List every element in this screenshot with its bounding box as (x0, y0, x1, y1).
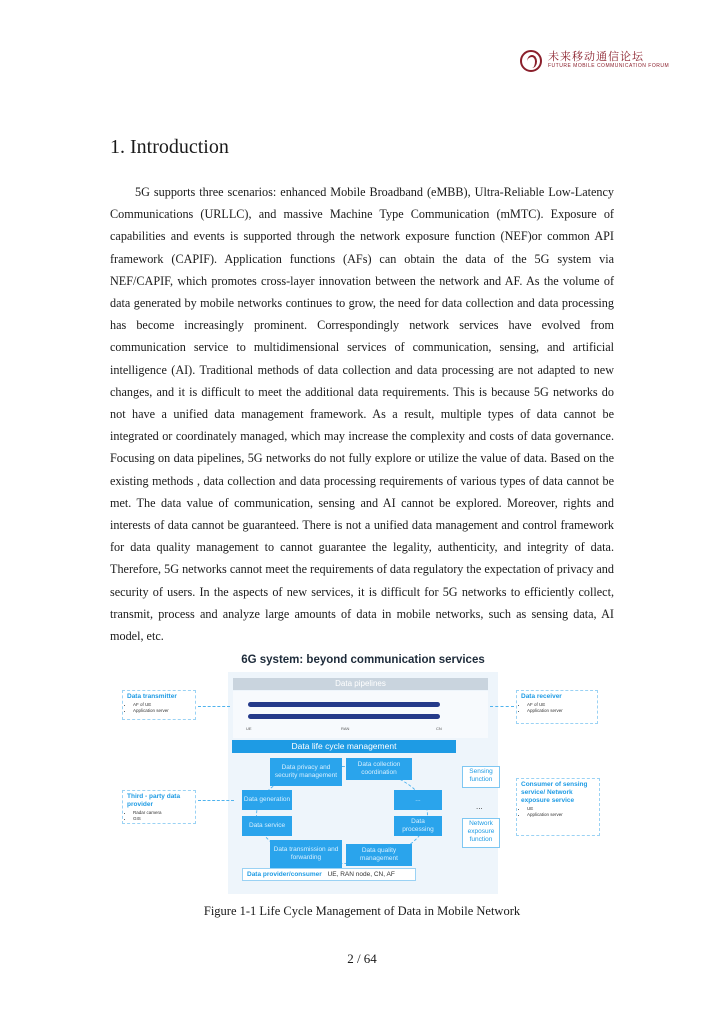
logo-chinese-name: 未来移动通信论坛 (548, 50, 644, 63)
pipeline-tick-ue: UE (246, 726, 252, 731)
consumer-title: Consumer of sensing service/ Network exposure service (521, 781, 588, 804)
network-exposure-function-label: Network exposure function (462, 818, 500, 848)
arrow-connector (490, 706, 514, 707)
forum-logo-mark-icon (520, 50, 542, 72)
box-data-transmission: Data transmission and forwarding (270, 840, 342, 868)
box-placeholder: ... (394, 790, 442, 810)
box-data-collection: Data collection coordination (346, 758, 412, 780)
list-item: • Radar camera (133, 810, 191, 816)
ellipsis-text: ... (476, 802, 483, 811)
logo-english-name: FUTURE MOBILE COMMUNICATION FORUM (548, 63, 670, 69)
pipeline-tick-cn: CN (436, 726, 442, 731)
list-item: • AF of UE (133, 702, 191, 708)
arrow-connector (198, 800, 234, 801)
lifecycle-figure (118, 654, 606, 894)
consumer-box (516, 778, 600, 836)
data-transmitter-title: Data transmitter (127, 693, 177, 700)
forum-logo (520, 48, 670, 76)
page-number: 2 / 64 (347, 951, 377, 966)
box-data-service: Data service (242, 816, 292, 836)
provider-value: UE, RAN node, CN, AF (327, 871, 395, 878)
data-receiver-title: Data receiver (521, 693, 562, 700)
list-item: • GIS (133, 816, 191, 822)
list-item: • Application server (133, 708, 191, 714)
figure-caption: Figure 1-1 Life Cycle Management of Data in Mobile Network (203, 904, 521, 918)
pipeline-bar (248, 702, 440, 707)
list-item: • UE (527, 806, 595, 812)
lifecycle-header: Data life cycle management (232, 740, 456, 753)
third-party-provider-title: Third - party data provider (127, 793, 181, 808)
box-data-generation: Data generation (242, 790, 292, 810)
third-party-provider-box (122, 790, 196, 824)
pipeline-bar (248, 714, 440, 719)
data-transmitter-box (122, 690, 196, 720)
section-heading: 1. Introduction (110, 136, 229, 158)
box-data-processing: Data processing (394, 816, 442, 836)
sensing-function-label: Sensing function (462, 766, 500, 788)
provider-consumer-bar (242, 868, 416, 881)
arrow-connector (198, 706, 230, 707)
box-data-quality: Data quality management (346, 844, 412, 866)
pipelines-header: Data pipelines (233, 678, 488, 690)
list-item: • Application server (527, 812, 595, 818)
pipeline-tick-ran: RAN (341, 726, 350, 731)
intro-paragraph: 5G supports three scenarios: enhanced Mobile Broadband (eMBB), Ultra-Reliable Low-Latency Communications (URLLC), and massive Machine Type Communication (mMTC). Exposure of capabilities and events is supported through the network exposure function (NEF)or common API framework (CAPIF). Application functions (AFs) can obtain the data of the 5G system via NEF/CAPIF, which promotes cross-layer innovation between the network and AF. As the volume of data generated by mobile networks continues to grow, the need for data collection and data processing has become increasingly prominent. Correspondingly network services have evolved from communication service to multidimensional services of communication, sensing, and artificial intelligence (AI). Traditional methods of data collection and data processing are not adapted to new changes, and it is difficult to meet the additional data requirements. This is because 5G networks do not have a unified data management framework. As a result, multiple types of data cannot be integrated or coordinately managed, which may increase the complexity and costs of data governance. Focusing on data pipelines, 5G networks do not fully explore or utilize the value of data. Based on the existing methods , data collection and data processing requirements of various types of data cannot be met. The data value of communication, sensing and AI cannot be explored. Moreover, rights and interests of data cannot be guaranteed. There is not a unified data management and control framework for data quality management to cannot guarantee the legality, authenticity, and integrity of data. Therefore, 5G networks cannot meet the requirements of data regulatory the expectation of privacy and security of users. In the aspects of new services, it is difficult for 5G networks to efficiently collect, transmit, process and analyze large amounts of data in mobile networks, such as sensing data, AI model, etc. (110, 185, 614, 644)
list-item: • Application server (527, 708, 593, 714)
data-receiver-box (516, 690, 598, 724)
list-item: • AF of UE (527, 702, 593, 708)
provider-key: Data provider/consumer (247, 871, 322, 878)
figure-title: 6G system: beyond communication services (241, 654, 485, 666)
box-privacy-security: Data privacy and security management (270, 758, 342, 786)
